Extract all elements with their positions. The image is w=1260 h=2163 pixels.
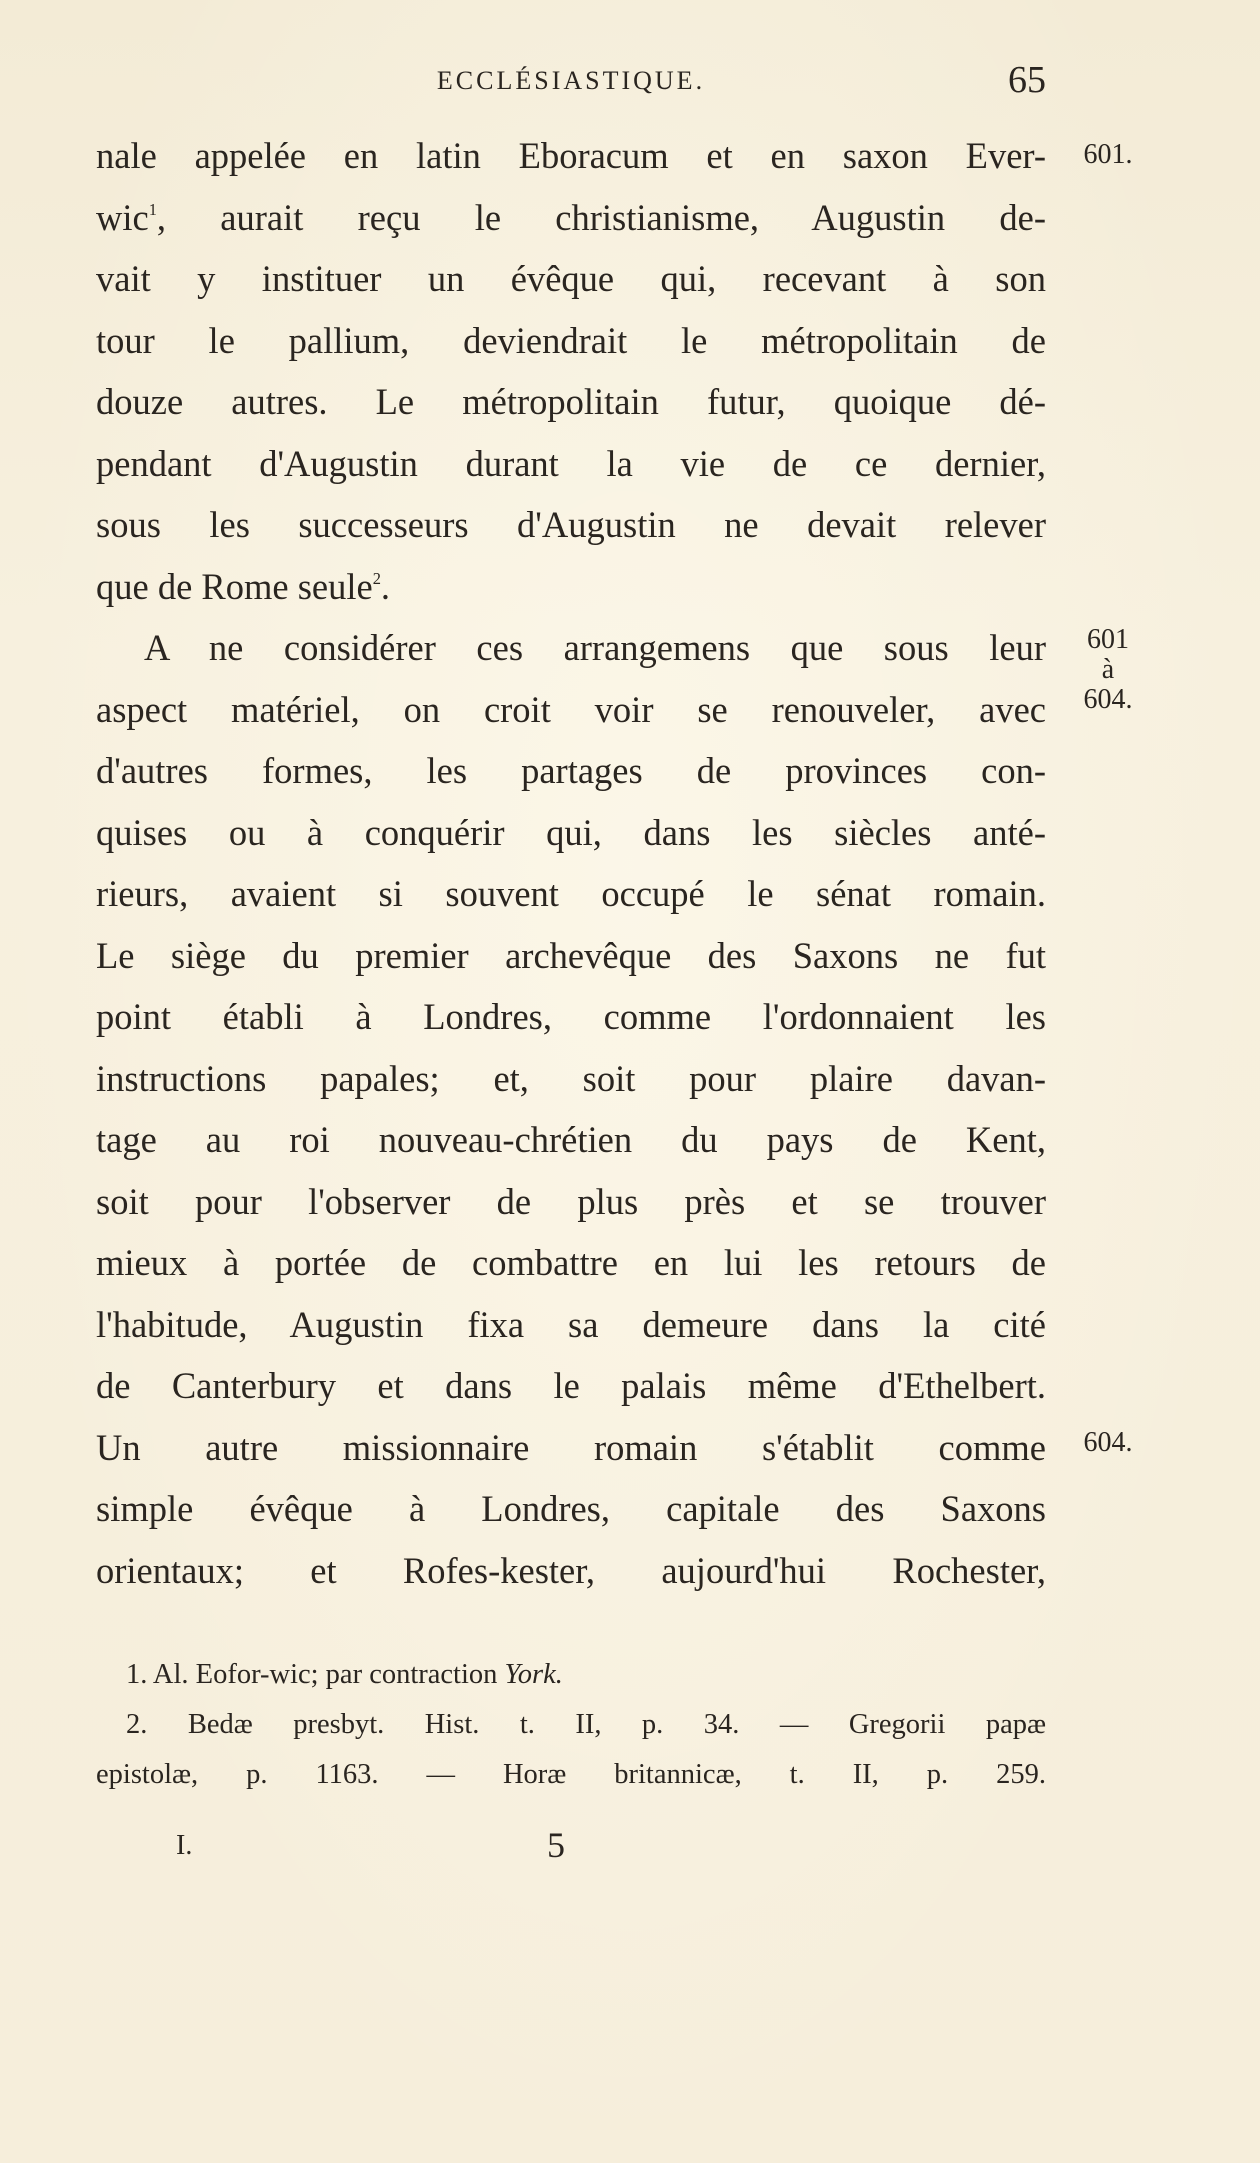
footnote-2-line-2: epistolæ, p. 1163. — Horæ britannicæ, t. II, p. 259. (96, 1759, 1046, 1790)
margin-date-range (1068, 625, 1148, 715)
footnote-ref: 2 (372, 568, 381, 588)
text-line: point établi à Londres, comme l'ordonnaient les (96, 996, 1046, 1037)
margin-date: 604. (1083, 1427, 1133, 1458)
text-line: instructions papales; et, soit pour plaire davan- (96, 1057, 1046, 1099)
footnotes (96, 1650, 1046, 1800)
page-number: 65 (1008, 59, 1046, 101)
text-line: tour le pallium, deviendrait le métropolitain de (96, 319, 1046, 361)
margin-date-start: 601 (1087, 624, 1129, 655)
footnote-2-line-1: 2. Bedæ presbyt. Hist. t. II, p. 34. — Gregorii papæ (126, 1709, 1046, 1740)
text-fragment: que de Rome seule (96, 565, 373, 607)
text-line: d'autres formes, les partages de provinces con- (96, 750, 1046, 791)
text-fragment: . (380, 565, 391, 607)
text-line: tage au roi nouveau-chrétien du pays de Kent, (96, 1119, 1046, 1160)
text-line: Le siège du premier archevêque des Saxons ne fut (96, 934, 1046, 976)
text-line: rieurs, avaient si souvent occupé le sénat romain. (96, 873, 1046, 914)
running-title: ECCLÉSIASTIQUE. (436, 66, 706, 95)
text-line (96, 187, 1046, 249)
text-line: douze autres. Le métropolitain futur, quoique dé- (96, 381, 1046, 422)
footnote-text: 1. Al. Eofor-wic; par contraction (126, 1659, 498, 1690)
text-line: mieux à portée de combattre en lui les retours de (96, 1242, 1046, 1283)
margin-date-separator: à (1101, 654, 1115, 685)
text-line: nale appelée en latin Eboracum et en saxon Ever- (96, 135, 1046, 176)
text-line: de Canterbury et dans le palais même d'Ethelbert. (96, 1365, 1046, 1406)
sheet-signature: 5 (547, 1825, 565, 1865)
body-text (96, 125, 1046, 1601)
text-line: l'habitude, Augustin fixa sa demeure dans la cité (96, 1303, 1046, 1345)
text-line: Un autre missionnaire romain s'établit comme (96, 1426, 1046, 1468)
footnote-1 (96, 1650, 1046, 1700)
text-line: pendant d'Augustin durant la vie de ce dernier, (96, 442, 1046, 484)
margin-date-end: 604. (1083, 684, 1133, 715)
volume-number: I. (176, 1830, 193, 1861)
text-line: aspect matériel, on croit voir se renouveler, avec (96, 688, 1046, 730)
footnote-italic: York. (504, 1659, 563, 1690)
text-line: soit pour l'observer de plus près et se trouver (96, 1180, 1046, 1222)
margin-date: 601. (1083, 139, 1133, 170)
text-fragment: , aurait reçu le christianisme, Augustin de- (156, 196, 1046, 238)
text-line: sous les successeurs d'Augustin ne devait relever (96, 504, 1046, 545)
page-header (96, 58, 1046, 108)
text-line: vait y instituer un évêque qui, recevant à son (96, 258, 1046, 299)
footnote-ref: 1 (148, 199, 157, 219)
text-fragment: wic (96, 196, 149, 238)
text-line (96, 556, 1046, 618)
signature-mark (96, 1825, 1046, 1880)
text-line: orientaux; et Rofes-kester, aujourd'hui Rochester, (96, 1549, 1046, 1591)
text-line: simple évêque à Londres, capitale des Saxons (96, 1488, 1046, 1529)
text-line: quises ou à conquérir qui, dans les siècles anté- (96, 811, 1046, 853)
text-line: A ne considérer ces arrangemens que sous leur (144, 627, 1046, 668)
